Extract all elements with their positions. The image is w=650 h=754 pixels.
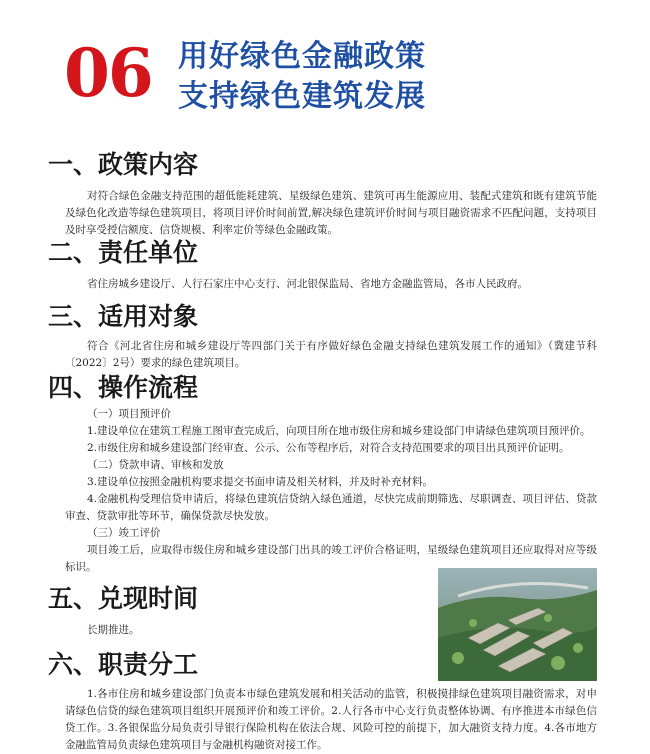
heading-duties: 六、职责分工 <box>48 650 199 679</box>
green-building-aerial-photo-icon <box>438 568 597 681</box>
page-title-line2: 支持绿色建筑发展 <box>178 79 426 114</box>
scope-text: 符合《河北省住房和城乡建设厅等四部门关于有序做好绿色金融支持绿色建筑发展工作的通知》（冀建节科〔2022〕2号）要求的绿色建筑项目。 <box>65 340 597 369</box>
process-item: （一）项目预评价 <box>87 408 171 420</box>
policy-text: 对符合绿色金融支持范围的超低能耗建筑、星级绿色建筑、建筑可再生能源应用、装配式建筑和既有建筑节能及绿色化改造等绿色建筑项目，将项目评价时间前置,解决绿色建筑评价时间与项目融资需求不匹配问题，支持项目及时享受授信额度、信贷规模、利率定价等绿色金融政策。 <box>65 190 597 236</box>
heading-units: 二、责任单位 <box>48 238 199 267</box>
header <box>0 0 650 135</box>
duties-text: 1.各市住房和城乡建设部门负责本市绿色建筑发展和相关活动的监管，积极摸排绿色建筑项目融资需求，对申请绿色信贷的绿色建筑项目组织开展预评价和竣工评价。2.人行各市中心支行负责整体协调、有序推进本市绿色信贷工作。3.各银保监分局负责引导银行保险机构在依法合规、风险可控的前提下，加大融资支持力度。4.各市地方金融监管局负责绿色建筑项目与金融机构融资对接工作。 <box>65 688 597 751</box>
process-item: 项目竣工后，应取得市级住房和城乡建设部门出具的竣工评价合格证明，星级绿色建筑项目还应取得对应等级标识。 <box>65 544 597 573</box>
process-list <box>65 406 597 576</box>
timing-text: 长期推进。 <box>87 624 140 636</box>
page-title-line1: 用好绿色金融政策 <box>178 39 426 74</box>
process-item: （三）竣工评价 <box>87 527 161 539</box>
process-item: 1.建设单位在建筑工程施工图审查完成后，向项目所在地市级住房和城乡建设部门申请绿色建筑项目预评价。 <box>87 425 591 437</box>
section-number: 06 <box>64 34 152 112</box>
process-item: （二）贷款申请、审核和发放 <box>87 459 224 471</box>
process-item: 2.市级住房和城乡建设部门经审查、公示、公布等程序后，对符合支持范围要求的项目出具预评价证明。 <box>87 442 570 454</box>
process-item: 4.金融机构受理信贷申请后，将绿色建筑信贷纳入绿色通道，尽快完成前期筛选、尽职调查、项目评估、贷款审查、贷款审批等环节，确保贷款尽快发放。 <box>65 493 597 522</box>
heading-timing: 五、兑现时间 <box>48 584 199 613</box>
heading-policy: 一、政策内容 <box>48 150 199 179</box>
units-text: 省住房城乡建设厅、人行石家庄中心支行、河北银保监局、省地方金融监管局，各市人民政府。 <box>87 278 528 290</box>
heading-process: 四、操作流程 <box>48 373 199 402</box>
heading-scope: 三、适用对象 <box>48 302 199 331</box>
process-item: 3.建设单位按照金融机构要求提交书面申请及相关材料，并及时补充材料。 <box>87 476 434 488</box>
building-photo <box>438 568 597 681</box>
